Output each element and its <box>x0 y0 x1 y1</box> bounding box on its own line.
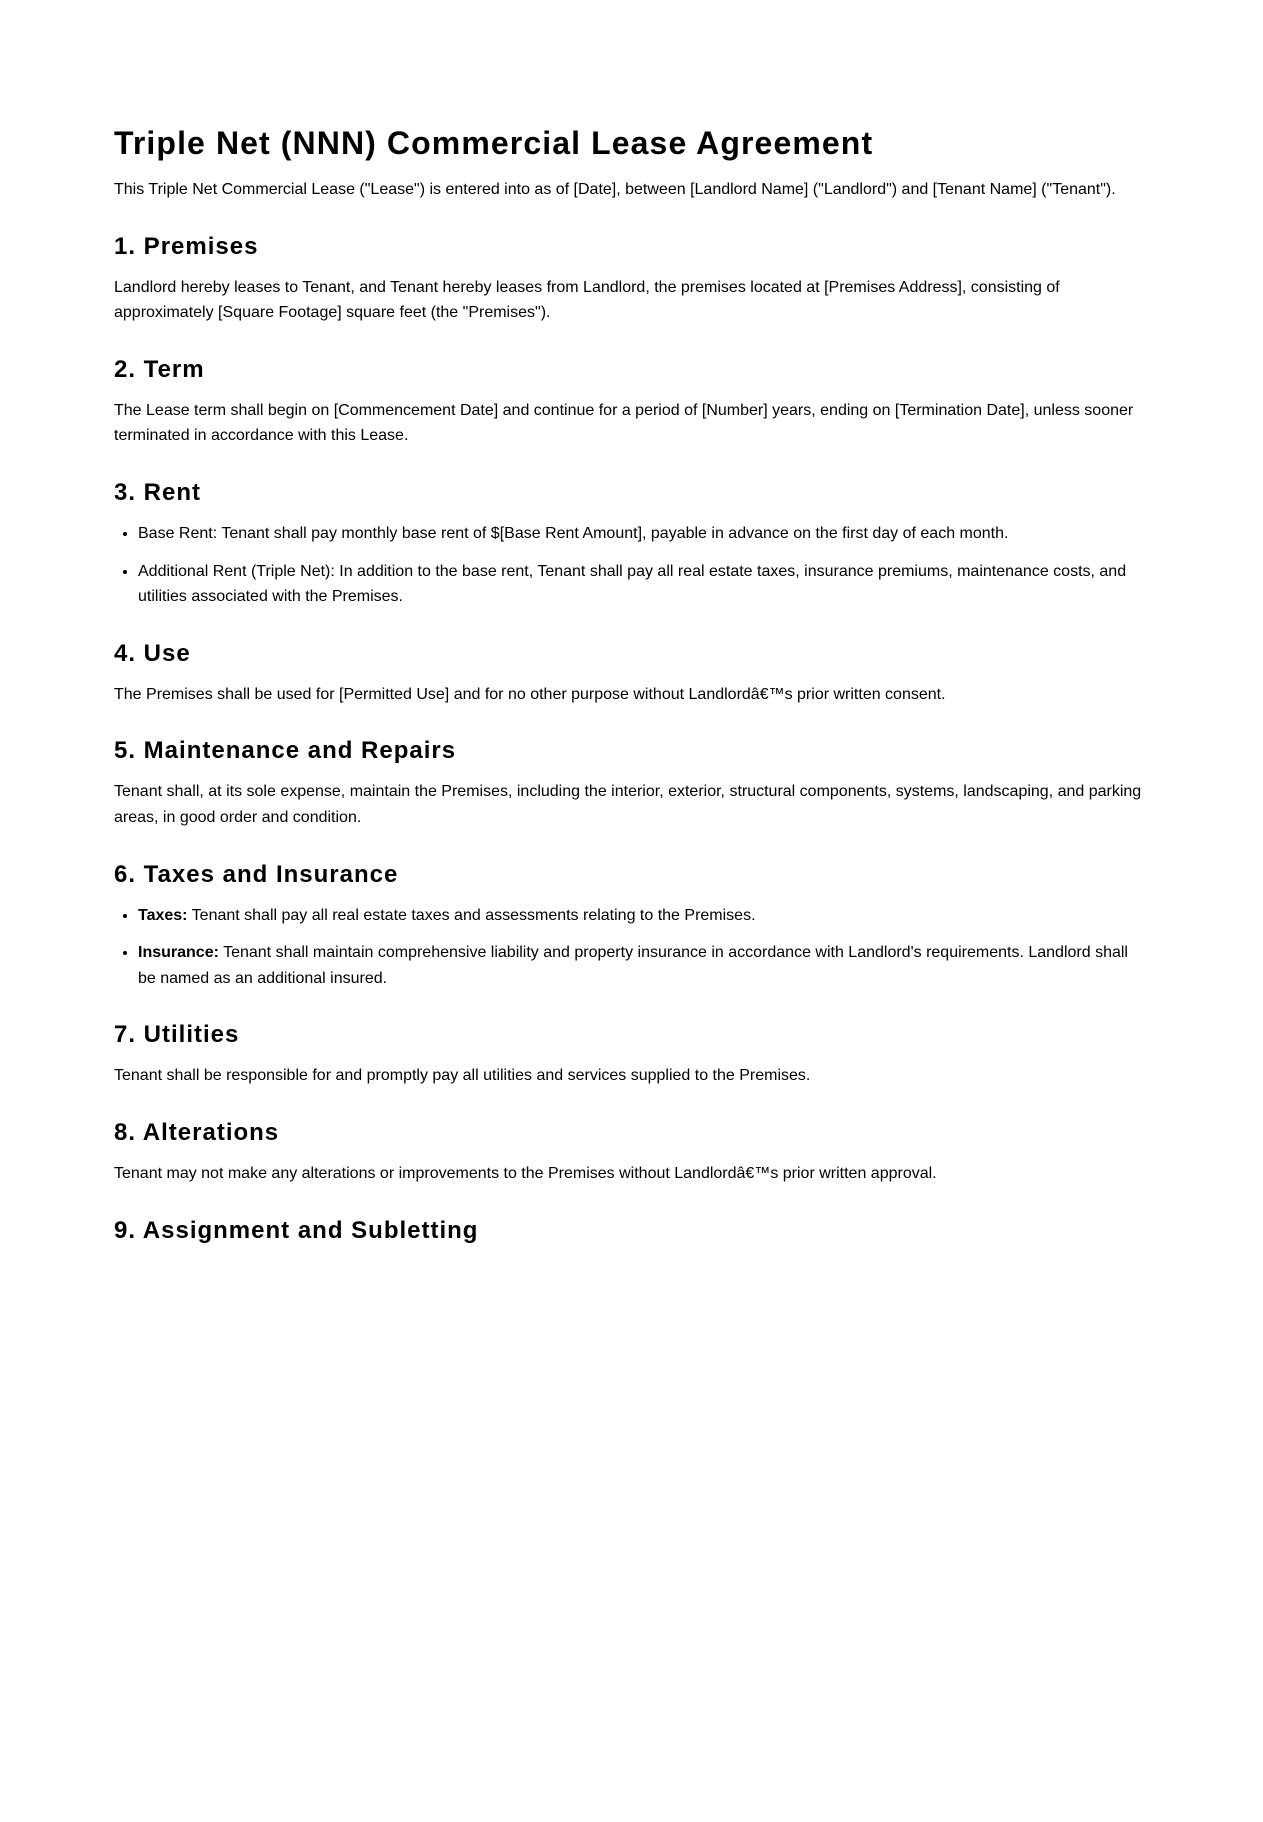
section-maintenance <box>114 736 1148 830</box>
section-heading: 8. Alterations <box>114 1118 280 1146</box>
section-body: Tenant shall be responsible for and promptly pay all utilities and services supplied to the Premises. <box>114 1067 811 1085</box>
section-assignment-subletting <box>114 1216 1148 1246</box>
section-heading: 4. Use <box>114 639 191 667</box>
rent-list <box>114 521 1148 610</box>
taxes-insurance-list <box>114 903 1148 992</box>
section-heading: 3. Rent <box>114 478 202 506</box>
section-body: Tenant may not make any alterations or improvements to the Premises without Landlordâ€™s prior written approval. <box>114 1164 937 1182</box>
section-heading: 5. Maintenance and Repairs <box>114 737 457 765</box>
document-title: Triple Net (NNN) Commercial Lease Agreement <box>114 125 874 161</box>
section-body: Landlord hereby leases to Tenant, and Tenant hereby leases from Landlord, the premises located at [Premises Address], consisting of approximately [Square Footage] square feet (the "Premises"). <box>114 278 1060 322</box>
section-heading: 7. Utilities <box>114 1021 240 1049</box>
list-item-text: Additional Rent (Triple Net): In addition to the base rent, Tenant shall pay all real estate taxes, insurance premiums, maintenance costs, and utilities associated with the Premises. <box>138 562 1127 606</box>
list-item-text: Tenant shall maintain comprehensive liability and property insurance in accordance with Landlord's requirements. Landlord shall be named as an additional insured. <box>138 944 1128 987</box>
section-body: The Lease term shall begin on [Commencement Date] and continue for a period of [Number] years, ending on [Termination Date], unless sooner terminated in accordance with this Lease. <box>114 401 1134 445</box>
section-heading: 6. Taxes and Insurance <box>114 860 399 888</box>
list-item-text: Base Rent: Tenant shall pay monthly base rent of $[Base Rent Amount], payable in advance on the first day of each month. <box>138 524 1009 542</box>
section-rent <box>114 478 1148 610</box>
section-body: The Premises shall be used for [Permitted Use] and for no other purpose without Landlordâ€™s prior written consent. <box>114 685 946 703</box>
list-item-label: Taxes: <box>138 906 188 924</box>
intro-paragraph: This Triple Net Commercial Lease ("Lease") is entered into as of [Date], between [Landlord Name] ("Landlord") and [Tenant Name] ("Tenant"). <box>114 181 1116 198</box>
list-item <box>138 521 1148 547</box>
section-heading: 2. Term <box>114 355 205 383</box>
section-utilities <box>114 1020 1148 1089</box>
list-item <box>138 940 1148 991</box>
list-item <box>138 903 1148 929</box>
section-use <box>114 639 1148 708</box>
section-body: Tenant shall, at its sole expense, maintain the Premises, including the interior, exterior, structural components, systems, landscaping, and parking areas, in good order and condition. <box>114 783 1142 826</box>
section-premises <box>114 232 1148 326</box>
section-term <box>114 355 1148 449</box>
section-alterations <box>114 1118 1148 1187</box>
section-heading: 9. Assignment and Subletting <box>114 1216 479 1244</box>
section-taxes-insurance <box>114 860 1148 992</box>
list-item <box>138 559 1148 610</box>
section-heading: 1. Premises <box>114 232 259 260</box>
list-item-label: Insurance: <box>138 944 219 962</box>
list-item-text: Tenant shall pay all real estate taxes and assessments relating to the Premises. <box>187 906 756 924</box>
